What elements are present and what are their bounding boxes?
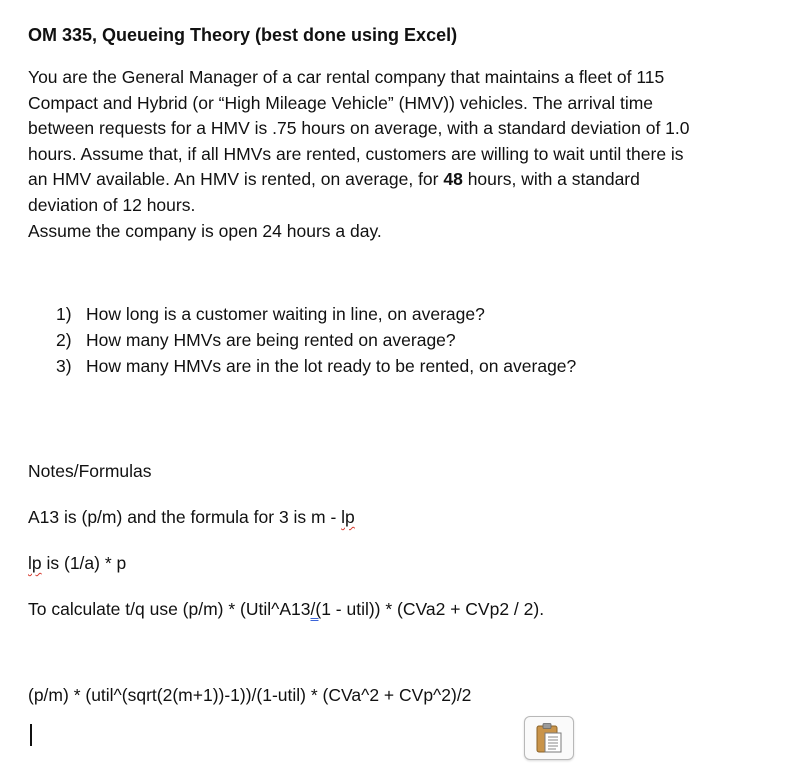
intro-line: You are the General Manager of a car rental company that maintains a fleet of 115 [28, 67, 665, 87]
note-text: 1 - util)) * (CVa2 + CVp2 / 2). [321, 599, 545, 619]
note-formula-full: (p/m) * (util^(sqrt(2(m+1))-1))/(1-util) * (CVa^2 + CVp^2)/2 [28, 685, 472, 705]
intro-line: deviation of 12 hours. [28, 194, 196, 215]
grammar-flag[interactable]: /( [310, 599, 322, 619]
question-item [56, 327, 576, 353]
intro-line: Assume the company is open 24 hours a day. [28, 220, 382, 241]
intro-line: Compact and Hybrid (or “High Mileage Vehicle” (HMV)) vehicles. The arrival time [28, 92, 654, 113]
note-text: A13 is (p/m) and the formula for 3 is m - [28, 507, 342, 527]
question-number: 2) [56, 330, 72, 350]
clipboard-icon [534, 722, 564, 754]
note-formula-lp [28, 553, 126, 574]
question-text: How many HMVs are being rented on average? [86, 330, 456, 350]
question-item [56, 353, 576, 379]
question-list [56, 301, 576, 379]
intro-line-text: an HMV available. An HMV is rented, on average, for [28, 169, 444, 190]
spelling-flag[interactable]: lp [341, 507, 355, 527]
intro-paragraph [28, 65, 768, 244]
question-text: How many HMVs are in the lot ready to be rented, on average? [86, 356, 577, 376]
document-title: OM 335, Queueing Theory (best done using Excel) [28, 25, 458, 45]
intro-line-text: hours, with a standard [462, 169, 640, 190]
question-number: 1) [56, 304, 72, 324]
intro-line: between requests for a HMV is .75 hours on average, with a standard deviation of 1.0 [28, 118, 690, 139]
intro-line: hours. Assume that, if all HMVs are rented, customers are willing to wait until there is [28, 143, 684, 164]
question-text: How long is a customer waiting in line, on average? [86, 304, 485, 324]
note-formula-a13 [28, 507, 355, 528]
text-cursor [30, 724, 32, 746]
notes-heading: Notes/Formulas [28, 461, 152, 481]
note-formula-tq [28, 599, 544, 620]
question-number: 3) [56, 356, 72, 376]
note-text: is (1/a) * p [41, 553, 127, 573]
spelling-flag[interactable]: lp [28, 553, 42, 573]
paste-options-button[interactable] [524, 716, 574, 760]
note-text: To calculate t/q use (p/m) * (Util^A13 [28, 599, 311, 619]
intro-line [28, 167, 768, 193]
question-item [56, 301, 576, 327]
rental-hours-value: 48 [443, 169, 463, 190]
